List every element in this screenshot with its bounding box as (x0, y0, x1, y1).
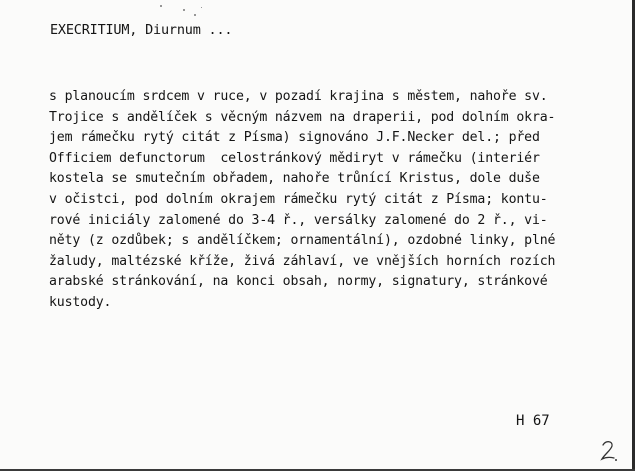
description-line: kostela se smutečním obřadem, nahoře trůnící Kristus, dole duše (49, 171, 540, 187)
description-line: Officiem defunctorum celostránkový mědiryt v rámečku (interiér (49, 150, 540, 166)
description-line: něty (z ozdůbek; s andělíčkem; ornamentální), ozdobné linky, plné (49, 233, 556, 249)
handwritten-number-mark (597, 438, 619, 464)
description-line: kustody. (49, 294, 112, 310)
paper-speck (194, 14, 196, 16)
description-line: jem rámečku rytý citát z Písma) signováno J.F.Necker del.; před (49, 130, 540, 146)
description-line: s planoucím srdcem v ruce, v pozadí krajina s městem, nahoře sv. (49, 89, 548, 104)
description-line: žaludy, maltézské kříže, živá záhlaví, ve vnějších horních rozích (49, 253, 556, 269)
card-heading: EXECRITIUM, Diurnum ... (50, 22, 233, 38)
description-line: Trojice s andělíček s věcným názvem na draperii, pod dolním okra- (49, 109, 556, 125)
card-description (49, 87, 579, 314)
paper-speck (160, 5, 162, 7)
paper-speck (183, 9, 185, 11)
description-line: v očistci, pod dolním okrajem rámečku rytý citát z Písma; kontu- (49, 191, 548, 207)
paper-speck (201, 7, 202, 8)
description-line: rové iniciály zalomené do 3-4 ř., versálky zalomené do 2 ř., vi- (49, 212, 548, 228)
description-line: arabské stránkování, na konci obsah, normy, signatury, stránkové (49, 274, 548, 290)
shelfmark: H 67 (516, 413, 550, 429)
